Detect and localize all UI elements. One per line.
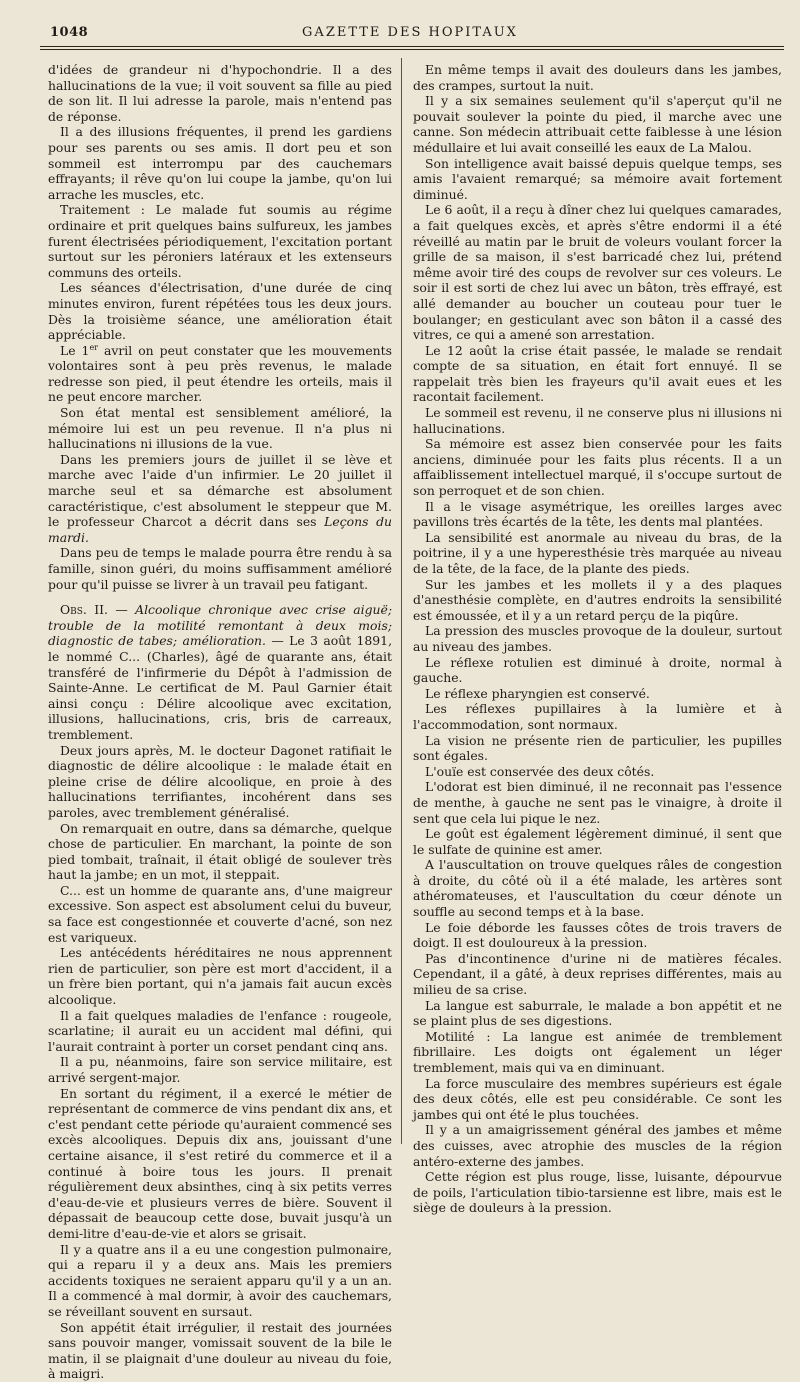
paragraph: Il y a un amaigrissement général des jambes et même des cuisses, avec atrophie des muscles de la région antéro-externe des jambes. — [413, 1122, 782, 1169]
paragraph: Traitement : Le malade fut soumis au régime ordinaire et prit quelques bains sulfureux, les jambes furent électrisées périodiquement, l'excitation portant surtout sur les péroniers latéraux et les extenseurs communs des orteils. — [48, 202, 392, 280]
paragraph: Il y a quatre ans il a eu une congestion pulmonaire, qui a reparu il y a deux ans. Mais les premiers accidents toxiques ne seraient apparu qu'il y a un an. Il a commencé à mal dormir, à avoir des cauchemars, se réveillant souvent en sursaut. — [48, 1241, 392, 1319]
paragraph — [48, 343, 392, 405]
dash: — — [107, 602, 136, 618]
column-divider — [401, 58, 402, 1144]
header-rule-bottom — [40, 49, 784, 50]
paragraph: Le 6 août, il a reçu à dîner chez lui quelques camarades, a fait quelques excès, et après s'être endormi il a été réveillé au matin par le bruit de voleurs voulant forcer la grille de sa maison, il s'est barricadé chez lui, prétend même avoir tiré des coups de revolver sur ces voleurs. Le soir il est sorti de chez lui avec un bâton, très effrayé, est allé demander au boucher un couteau pour tuer le boulanger; en gesticulant avec son bâton il a cassé des vitres, ce qui a amené son arrestation. — [413, 202, 782, 343]
paragraph: La langue est saburrale, le malade a bon appétit et ne se plaint plus de ses digestions. — [413, 997, 782, 1029]
paragraph: Son intelligence avait baissé depuis quelque temps, ses amis l'avaient remarqué; sa mémoire avait fortement diminué. — [413, 155, 782, 202]
text-run: — Le 3 août 1891, le nommé C... (Charles), âgé de quarante ans, était transféré de l'infirmerie du Dépôt à l'admission de Sainte-Anne. Le certificat de M. Paul Garnier était ainsi conçu : Délire alcoolique avec excitation, illusions, hallucinations, cris, bris de carreaux, tremblement. — [48, 633, 393, 742]
paragraph: Sa mémoire est assez bien conservée pour les faits anciens, diminuée pour les faits plus récents. Il a un affaiblissement intellectuel marqué, il s'occupe surtout de son perroquet et de son chien. — [413, 436, 782, 499]
left-column — [48, 62, 393, 1382]
paragraph: En sortant du régiment, il a exercé le métier de représentant de commerce de vins pendant dix ans, et c'est pendant cette période qu'auraient commencé ses excès alcooliques. Depuis dix ans, jouissant d'une certaine aisance, il s'est retiré du commerce et il a continué à boire tous les jours. Il prenait régulièrement deux absinthes, cinq à six petits verres d'eau-de-vie et plusieurs verres de bière. Souvent il dépassait de beaucoup cette dose, buvait jusqu'à un demi-litre d'eau-de-vie et alors se grisait. — [48, 1085, 392, 1241]
observation-label: Obs. II. — [60, 602, 108, 618]
paragraph: Les réflexes pupillaires à la lumière et à l'accommodation, sont normaux. — [413, 701, 782, 732]
paragraph: L'odorat est bien diminué, il ne reconnait pas l'essence de menthe, à gauche ne sent pas le vinaigre, à droite il sent que cela lui pique le nez. — [413, 779, 782, 826]
paragraph: En même temps il avait des douleurs dans les jambes, des crampes, surtout la nuit. — [413, 62, 782, 93]
observation-title: Alcoolique chronique avec crise aiguë; trouble de la motilité remontant à deux mois; diagnostic de tabes; amélioration. — [48, 602, 392, 649]
paragraph: Le foie déborde les fausses côtes de trois travers de doigt. Il est douloureux à la pression. — [413, 919, 782, 951]
text-run: Dans les premiers jours de juillet il se lève et marche avec l'aide d'un infirmier. Le 20 juillet il marche seul et sa démarche est absolument caractéristique, c'est absolument le steppeur que M. le professeur Charcot a décrit dans ses — [48, 451, 392, 530]
paragraph: Cette région est plus rouge, lisse, luisante, dépourvue de poils, l'articulation tibio-tarsienne est libre, mais est le siège de douleurs à la pression. — [413, 1169, 782, 1216]
page-header — [40, 22, 780, 46]
paragraph: Les antécédents héréditaires ne nous apprennent rien de particulier, son père est mort d'accident, il a un frère bien portant, qui n'a jamais fait aucun excès alcoolique. — [48, 945, 392, 1008]
paragraph — [48, 452, 392, 546]
header-rule-top — [40, 46, 784, 47]
paragraph: La force musculaire des membres supérieurs est égale des deux côtés, elle est peu considérable. Ce sont les jambes qui ont été le plus touchées. — [413, 1075, 782, 1122]
text-run: Le 1 — [60, 342, 90, 358]
paragraph: La vision ne présente rien de particulier, les pupilles sont égales. — [413, 732, 782, 764]
paragraph: La sensibilité est anormale au niveau du bras, de la poitrine, il y a une hyperesthésie très marquée au niveau de la tête, de la face, de la plante des pieds. — [413, 529, 782, 576]
paragraph: Il a le visage asymétrique, les oreilles larges avec pavillons très écartés de la tête, les dents mal plantées. — [413, 498, 782, 530]
paragraph: Sur les jambes et les mollets il y a des plaques d'anesthésie complète, en d'autres endroits la sensibilité est émoussée, et il y a un retard perçu de la piqûre. — [413, 576, 782, 623]
journal-title: GAZETTE DES HOPITAUX — [302, 25, 518, 40]
section-gap — [48, 592, 392, 602]
paragraph: Il a des illusions fréquentes, il prend les gardiens pour ses parents ou ses amis. Il dort peu et son sommeil est interrompu par des cauchemars effrayants; il rêve qu'on lui coupe la jambe, qu'on lui arrache les muscles, etc. — [48, 124, 392, 202]
paragraph: Son appétit était irrégulier, il restait des journées sans pouvoir manger, vomissait souvent de la bile le matin, il se plaignait d'une douleur au niveau du foie, à maigri. — [48, 1319, 392, 1382]
page-number: 1048 — [50, 25, 89, 40]
paragraph: La pression des muscles provoque de la douleur, surtout au niveau des jambes. — [413, 623, 782, 654]
observation-heading-paragraph — [48, 602, 392, 742]
paragraph: Il a pu, néanmoins, faire son service militaire, est arrivé sergent-major. — [48, 1054, 392, 1085]
right-column — [413, 62, 782, 1216]
paragraph: On remarquait en outre, dans sa démarche, quelque chose de particulier. En marchant, la pointe de son pied tombait, traînait, il était obligé de soulever très haut la jambe; en un mot, il steppait. — [48, 820, 392, 883]
paragraph: Deux jours après, M. le docteur Dagonet ratifiait le diagnostic de délire alcoolique : le malade était en pleine crise de délire alcoolique, en proie à des hallucinations terrifiantes, incohérent dans ses paroles, avec tremblement généralisé. — [48, 742, 392, 820]
paragraph: Motilité : La langue est animée de tremblement fibrillaire. Les doigts ont également un léger tremblement, mais qui va en diminuant. — [413, 1028, 782, 1075]
paragraph: Le 12 août la crise était passée, le malade se rendait compte de sa situation, en était fort ennuyé. Il se rappelait très bien les frayeurs qu'il avait eues et les racontait facilement. — [413, 342, 782, 405]
paragraph: A l'auscultation on trouve quelques râles de congestion à droite, du côté où il a été malade, les artères sont athéromateuses, et l'auscultation du cœur dénote un souffle au second temps et à la base. — [413, 857, 782, 920]
superscript: er — [89, 342, 98, 352]
italic-reference: Leçons du mardi. — [48, 514, 392, 545]
paragraph: d'idées de grandeur ni d'hypochondrie. Il a des hallucinations de la vue; il voit souvent sa fille au pied de son lit. Il lui adresse la parole, mais n'entend pas de réponse. — [48, 62, 392, 124]
paragraph: Il y a six semaines seulement qu'il s'aperçut qu'il ne pouvait soulever la pointe du pied, il marche avec une canne. Son médecin attribuait cette faiblesse à une lésion médullaire et lui avait conseillé les eaux de La Malou. — [413, 93, 782, 155]
paragraph: Le goût est également légèrement diminué, il sent que le sulfate de quinine est amer. — [413, 826, 782, 857]
paragraph: L'ouïe est conservée des deux côtés. — [425, 763, 655, 779]
text-run: avril on peut constater que les mouvements volontaires sont à peu près revenus, le malade redresse son pied, il peut étendre les orteils, mais il ne peut encore marcher. — [48, 342, 392, 405]
paragraph: Le sommeil est revenu, il ne conserve plus ni illusions ni hallucinations. — [413, 405, 782, 436]
paragraph: Il a fait quelques maladies de l'enfance : rougeole, scarlatine; il aurait eu un accident mal défini, qui l'aurait contraint à porter un corset pendant cinq ans. — [48, 1007, 392, 1054]
paragraph: Pas d'incontinence d'urine ni de matières fécales. Cependant, il a gâté, à deux reprises différentes, mais au milieu de sa crise. — [413, 950, 782, 998]
paragraph: Le réflexe rotulien est diminué à droite, normal à gauche. — [413, 654, 782, 686]
paragraph: Son état mental est sensiblement amélioré, la mémoire lui est un peu revenue. Il n'a plus ni hallucinations ni illusions de la vue. — [48, 405, 392, 452]
paragraph: Dans peu de temps le malade pourra être rendu à sa famille, sinon guéri, du moins suffisamment amélioré pour qu'il puisse se livrer à un travail peu fatigant. — [48, 545, 392, 592]
paragraph: Le réflexe pharyngien est conservé. — [425, 685, 650, 701]
paragraph: Les séances d'électrisation, d'une durée de cinq minutes environ, furent répétées tous les deux jours. Dès la troisième séance, une amélioration était appréciable. — [48, 280, 392, 343]
paragraph: C... est un homme de quarante ans, d'une maigreur excessive. Son aspect est absolument celui du buveur, sa face est congestionnée et couverte d'acné, son nez est variqueux. — [48, 882, 392, 945]
